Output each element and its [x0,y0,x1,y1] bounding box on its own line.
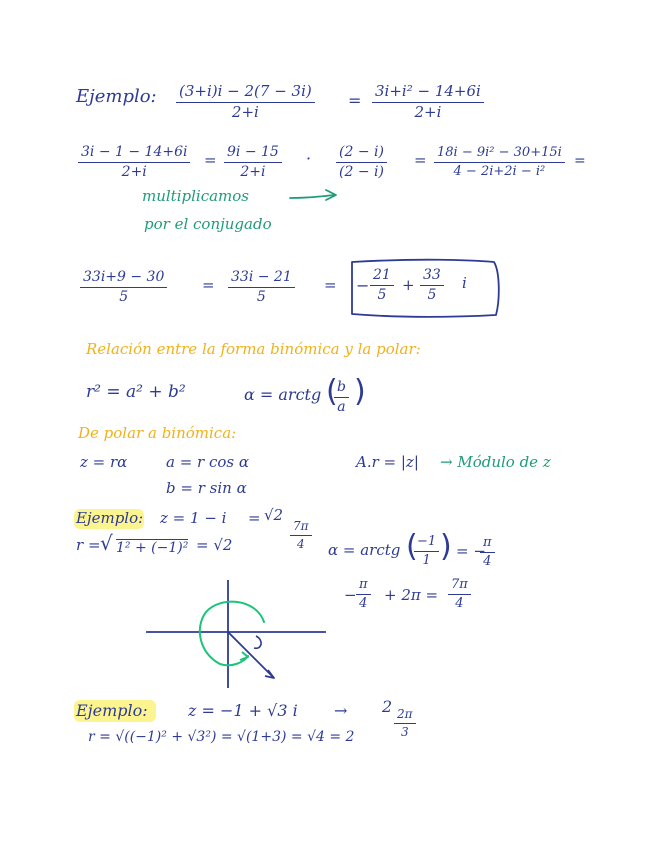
imaginary-unit: i [462,274,467,292]
fraction-numerator: 33 [420,268,444,286]
equals-sign: = [348,91,362,110]
fraction-denominator: 5 [119,288,129,305]
angle-arc [200,602,264,666]
r-radicand: 1² + (−1)² [116,540,189,556]
fraction-numerator: 7π [448,578,471,595]
fraction-denominator: 3 [400,724,409,739]
example-label: Ejemplo: [76,509,144,527]
fraction-numerator: b [334,380,349,398]
fraction-denominator: 2+i [240,163,266,180]
fraction-numerator: 18i − 9i² − 30+15i [434,146,565,163]
r-computation: r = √((−1)² + √3²) = √(1+3) = √4 = 2 [88,729,355,745]
fraction-denominator: 4 [483,553,492,569]
a-formula: a = r cos α [166,453,250,471]
fraction-denominator: 5 [377,286,387,303]
equals-sign: = [204,151,217,169]
fraction-numerator: π [480,536,495,553]
arrow: → [334,701,348,720]
example-label: Ejemplo: [76,86,157,107]
fraction-numerator: π [356,578,371,595]
note-line-1: multiplicamos [142,187,249,205]
note-line-2: por el conjugado [144,215,272,233]
fraction-numerator: 3i − 1 − 14+6i [78,145,190,163]
paren-close: ) [354,374,366,409]
modulus-formula: r² = a² + b² [86,382,186,402]
r-result: = √2 [196,536,233,554]
equals-sign: = [202,276,215,294]
z-value: z = −1 + √3 i [188,701,298,720]
fraction-denominator: 4 − 2i+2i − i² [453,163,546,179]
fraction-denominator: 2+i [121,163,147,180]
equals-sign: = [324,276,337,294]
fraction-denominator: 2+i [231,102,259,121]
boxed-sign: − [356,276,370,295]
fraction-numerator: 2π [394,708,416,724]
fraction-denominator: 1 [422,552,431,568]
modulo-note: → Módulo de z [440,453,551,471]
fraction-numerator: 33i − 21 [228,270,295,288]
example-label: Ejemplo: [76,701,148,720]
multiply-dot: · [306,149,312,168]
fraction-numerator: 9i − 15 [224,145,282,163]
adjust-sign: − [344,586,357,604]
note-arrow [290,195,334,198]
section-title-relation: Relación entre la forma binómica y la polar: [86,340,421,358]
result-box [352,260,499,317]
fraction-numerator: (3+i)i − 2(7 − 3i) [176,84,315,103]
plus-sign: + [402,276,415,294]
section-title-polar-to-binomial: De polar a binómica: [78,424,237,442]
b-formula: b = r sin α [166,479,247,497]
equals-sign: = [414,151,427,169]
alpha-equals: = − [456,542,486,560]
adjust-plus: + 2π = [384,586,439,604]
fraction-denominator: 5 [427,286,437,303]
fraction-denominator: 4 [359,595,368,611]
argument-formula: α = arctg [244,385,322,404]
fraction-numerator: −1 [414,535,439,552]
small-angle-arc [254,636,261,648]
paren-open: ( [406,529,418,564]
fraction-denominator: 2+i [414,102,442,121]
polar-modulus: 2 [382,697,393,716]
fraction-numerator: 33i+9 − 30 [80,270,167,288]
fraction-numerator: 7π [290,520,312,536]
equals-sign: = [248,509,261,527]
alpha-formula: α = arctg [328,541,401,559]
vector-z [228,632,274,678]
fraction-denominator: a [337,398,346,415]
paren-close: ) [440,529,452,564]
fraction-numerator: 21 [370,268,394,286]
fraction-denominator: 4 [455,595,464,611]
paren-open: ( [326,374,338,409]
z-polar: z = rα [80,453,128,471]
fraction-numerator: (2 − i) [336,145,387,163]
r-label: r = [76,536,101,554]
fraction-denominator: 5 [256,288,266,305]
fraction-denominator: (2 − i) [339,163,384,180]
polar-modulus: √2 [264,506,284,524]
sqrt-symbol: √ [100,531,113,555]
modulo-formula: A.r = |z| [356,453,419,471]
fraction-denominator: 4 [296,536,305,551]
fraction-numerator: 3i+i² − 14+6i [372,84,484,103]
z-value: z = 1 − i [160,509,227,527]
equals-sign: = [574,153,586,169]
